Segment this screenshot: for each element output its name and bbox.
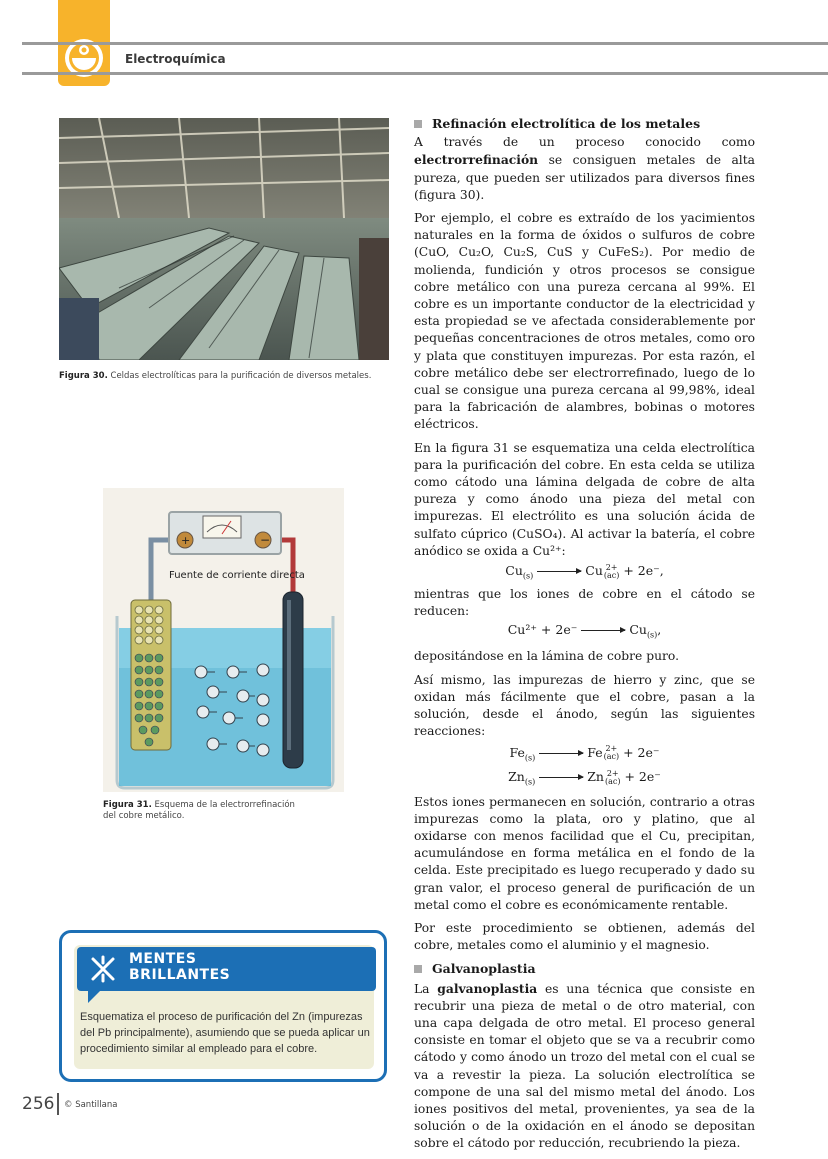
copyright: © Santillana (64, 1100, 118, 1110)
figure-31-label: Figura 31. (103, 800, 152, 810)
mentes-banner (77, 947, 376, 991)
eq1-tail: + 2e⁻, (619, 563, 664, 579)
paragraph-8: Por este procedimiento se obtienen, además del cobre, metales como el aluminio y el magnesio. (414, 920, 755, 953)
eq1-arrow-icon (537, 571, 581, 572)
heading-refinacion-text: Refinación electrolítica de los metales (432, 116, 701, 131)
figure-31-caption-line1: Esquema de la electrorrefinación (154, 800, 295, 810)
p9-term: galvanoplastia (437, 980, 538, 996)
paragraph-5: depositándose en la lámina de cobre puro. (414, 649, 679, 664)
eq1-right: Cu (585, 563, 603, 579)
figure-31-caption-line2: del cobre metálico. (103, 811, 185, 821)
eq4-right-sub: (ac) (604, 776, 621, 786)
power-supply-label: Fuente de corriente directa (169, 570, 305, 581)
p1-term: electrorrefinación (414, 152, 539, 168)
star-icon (89, 955, 117, 983)
eq1-left-sub: (s) (522, 571, 534, 581)
text-column (414, 115, 755, 1159)
p9-text-a: La (414, 981, 438, 996)
eq1-ion (604, 564, 620, 580)
svg-text:+: + (181, 534, 191, 547)
figure-30-caption-text: Celdas electrolíticas para la purificación de diversos metales. (110, 371, 372, 381)
eq3-right: Fe (587, 744, 603, 760)
eq3-left-sub: (s) (524, 753, 536, 762)
mentes-title (129, 951, 230, 983)
p9-text-c: es una técnica que consiste en recubrir una pieza de metal o de otro material, con una capa delgada de otro metal. El proceso general consiste en tomar el objeto que se va a recubrir como cátodo y como ánodo un trozo del metal con el cual se va a revestir la pieza. La solución electrolítica se compone de una sal del mismo metal del ánodo. Los iones positivos del metal, provenientes, ya sea de la solución o de la oxidación en el ánodo se depositan sobre el cátodo por reducción, recubriendo la pieza. (414, 981, 756, 1151)
mentes-title-line1: MENTES (129, 951, 197, 967)
paragraph-7: Estos iones permanecen en solución, contrario a otras impurezas como la plata, oro y platino, que al oxidarse con menos facilidad que el Cu, precipitan, acumulándose en forma metálica en el fondo de la celda. Este precipitado es luego recuperado y dado su gran valor, el proceso general de purificación de un metal como el cobre es económicamente rentable. (414, 794, 755, 912)
eq1-right-sub: (ac) (603, 570, 620, 580)
figure-30-label: Figura 30. (59, 371, 108, 381)
equation-2 (414, 620, 755, 645)
eq4-tail: + 2e⁻ (620, 769, 661, 784)
paragraph-1 (414, 134, 755, 204)
eq3-right-sup: 2+ (605, 744, 618, 753)
heading-refinacion (414, 115, 755, 132)
figure-31-caption (103, 800, 344, 822)
figure-30-photo (59, 118, 389, 360)
p1-text-a: A través de un proceso conocido como (414, 135, 755, 150)
eq4-left-sub: (s) (524, 777, 536, 787)
eq1-left: Cu (505, 563, 523, 579)
eq2-left: Cu²⁺ + 2e⁻ (507, 621, 578, 637)
heading-galvanoplastia (414, 960, 755, 977)
mentes-banner-tail (88, 989, 102, 1003)
equation-4 (414, 767, 755, 792)
paragraph-6: Así mismo, las impurezas de hierro y zinc, que se oxidan más fácilmente que el cobre, pasan a la solución, desde el ánodo, según las siguientes reacciones: (414, 672, 755, 739)
eq3-left: Fe (509, 744, 525, 760)
eq2-right: Cu (629, 621, 647, 637)
eq2-tail: , (657, 621, 662, 637)
paragraph-9 (414, 980, 755, 1153)
header-rule-bottom (22, 72, 828, 75)
eq1-right-sup: 2+ (605, 562, 618, 572)
heading-galvanoplastia-text: Galvanoplastia (432, 961, 536, 977)
footer-divider (57, 1093, 59, 1115)
p1-text-c: se consiguen metales de alta pureza, que pueden ser utilizados para diversos fines (figura 30). (414, 153, 755, 202)
equation-1 (414, 561, 755, 586)
eq3-ion (604, 745, 620, 761)
svg-text:−: − (260, 533, 271, 547)
heading-bullet-icon (414, 965, 422, 973)
figure-31-diagram (103, 488, 344, 792)
eq4-right: Zn (587, 769, 604, 784)
eq4-right-sup: 2+ (606, 768, 619, 778)
header-rule-top (22, 42, 828, 45)
eq4-arrow-icon (539, 777, 583, 778)
section-title: Electroquímica (125, 52, 226, 66)
mentes-title-line2: BRILLANTES (129, 967, 231, 983)
heading-bullet-icon (414, 120, 422, 128)
eq3-arrow-icon (539, 753, 583, 754)
paragraph-4: mientras que los iones de cobre en el cátodo se reducen: (414, 586, 755, 618)
mentes-text: Esquematiza el proceso de purificación del Zn (impurezas del Pb principalmente), asumiendo que se pueda aplicar un procedimiento similar al empleado para el cobre. (80, 1011, 370, 1055)
figure-30-caption (59, 371, 389, 382)
equation-3 (414, 743, 755, 768)
paragraph-3: En la figura 31 se esquematiza una celda electrolítica para la purificación del cobre. En esta celda se utiliza como cátodo una lámina delgada de cobre de alta pureza y como ánodo una pieza del metal con impurezas. El electrólito es una solución ácida de sulfato cúprico (CuSO₄). Al activar la batería, el cobre anódico se oxida a Cu²⁺: (414, 440, 755, 558)
eq2-right-sub: (s) (646, 630, 658, 640)
paragraph-2: Por ejemplo, el cobre es extraído de los yacimientos naturales en la forma de óxidos o sulfuros de cobre (CuO, Cu₂O, Cu₂S, CuS y CuFeS₂). Por medio de molienda, fundición y otros procesos se consigue cobre metálico con una pureza cercana al 99%. El cobre es un importante conductor de la electricidad y esta propiedad se ve afectada considerablemente por pequeñas concentraciones de otros metales, como oro y plata que constituyen impurezas. Por esta razón, el cobre metálico debe ser electrorrefinado, luego de lo cual se consigue una pureza cercana al 99,98%, ideal para la fabricación de alambres, bobinas o motores eléctricos. (414, 211, 755, 432)
eq4-left: Zn (508, 769, 525, 784)
eq4-ion (605, 770, 621, 786)
mentes-brillantes-box (59, 930, 387, 1082)
eq2-arrow-icon (581, 630, 625, 631)
page-number: 256 (22, 1094, 55, 1114)
eq3-right-sub: (ac) (603, 752, 620, 761)
eq3-tail: + 2e⁻ (619, 744, 660, 760)
